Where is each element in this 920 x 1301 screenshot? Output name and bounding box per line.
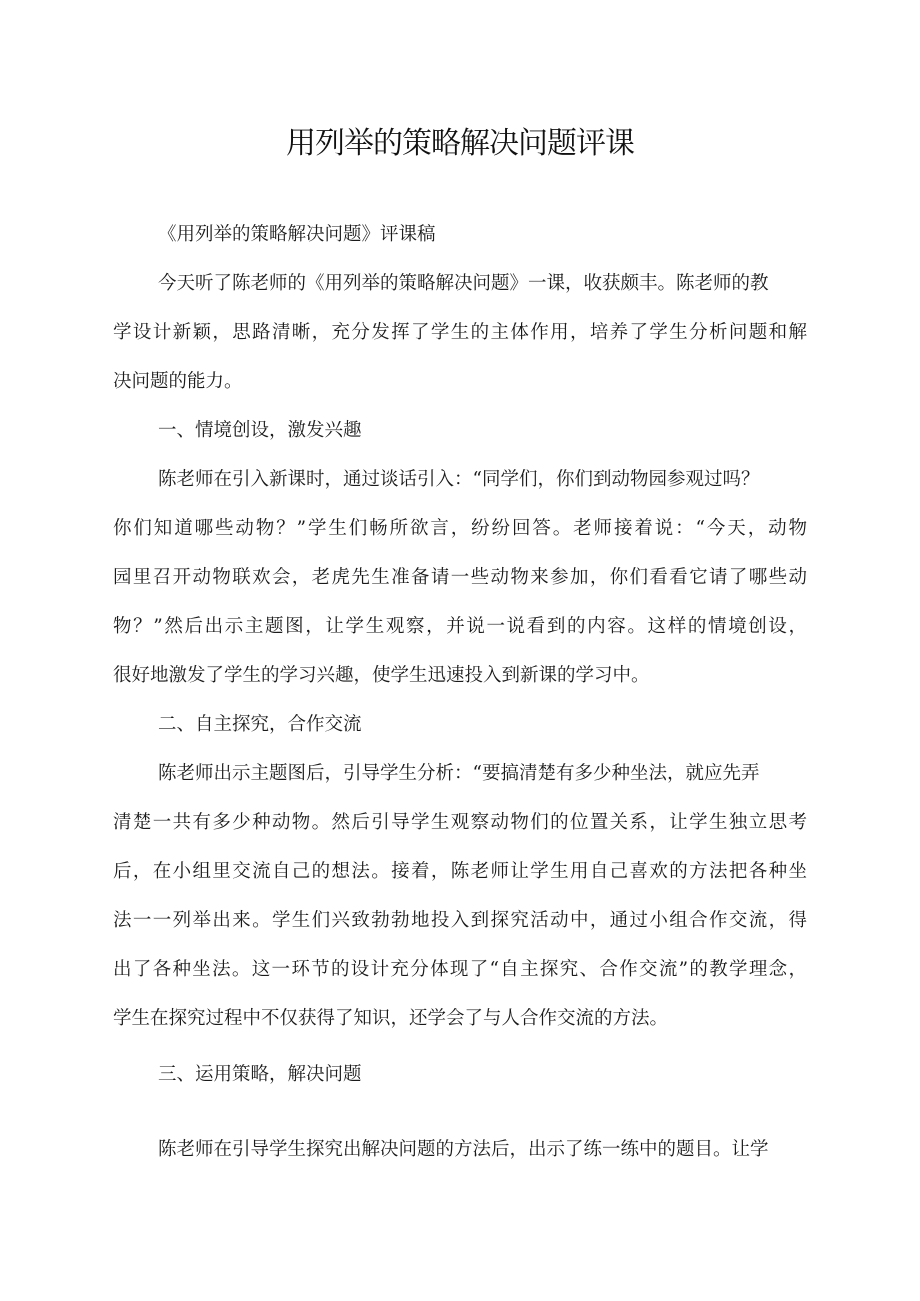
paragraph-2-line-2: 你们知道哪些动物？”学生们畅所欲言，纷纷回答。老师接着说：“今天，动物 (113, 518, 807, 539)
paragraph-4-line-1: 陈老师在引导学生探究出解决问题的方法后，出示了练一练中的题目。让学 (158, 1139, 769, 1160)
paragraph-3-line-3: 后，在小组里交流自己的想法。接着，陈老师让学生用自己喜欢的方法把各种坐 (113, 861, 807, 882)
section-heading-2: 二、自主探究，合作交流 (158, 714, 362, 735)
paragraph-3-line-4: 法一一列举出来。学生们兴致勃勃地投入到探究活动中，通过小组合作交流，得 (113, 910, 807, 931)
paragraph-1-line-1: 今天听了陈老师的《用列举的策略解决问题》一课，收获颇丰。陈老师的教 (158, 273, 769, 294)
paragraph-3-line-5: 出了各种坐法。这一环节的设计充分体现了“自主探究、合作交流”的教学理念， (113, 959, 807, 980)
paragraph-3-line-2: 清楚一共有多少种动物。然后引导学生观察动物们的位置关系，让学生独立思考 (113, 812, 807, 833)
subtitle: 《用列举的策略解决问题》评课稿 (158, 224, 436, 245)
paragraph-2-line-3: 园里召开动物联欢会，老虎先生准备请一些动物来参加，你们看看它请了哪些动 (113, 567, 807, 588)
paragraph-2-line-4: 物？”然后出示主题图，让学生观察，并说一说看到的内容。这样的情境创设， (113, 616, 807, 637)
paragraph-3-line-1: 陈老师出示主题图后，引导学生分析：“要搞清楚有多少种坐法，就应先弄 (158, 763, 760, 784)
section-heading-1: 一、情境创设，激发兴趣 (158, 420, 362, 441)
section-heading-3: 三、运用策略，解决问题 (158, 1064, 362, 1085)
paragraph-1-line-2: 学设计新颖，思路清晰，充分发挥了学生的主体作用，培养了学生分析问题和解 (113, 322, 807, 343)
document-title: 用列举的策略解决问题评课 (286, 126, 634, 161)
paragraph-2-line-1: 陈老师在引入新课时，通过谈话引入：“同学们，你们到动物园参观过吗？ (158, 469, 760, 490)
paragraph-3-line-6: 学生在探究过程中不仅获得了知识，还学会了与人合作交流的方法。 (113, 1008, 669, 1029)
paragraph-1-line-3: 决问题的能力。 (113, 371, 243, 392)
paragraph-2-line-5: 很好地激发了学生的学习兴趣，使学生迅速投入到新课的学习中。 (113, 665, 650, 686)
